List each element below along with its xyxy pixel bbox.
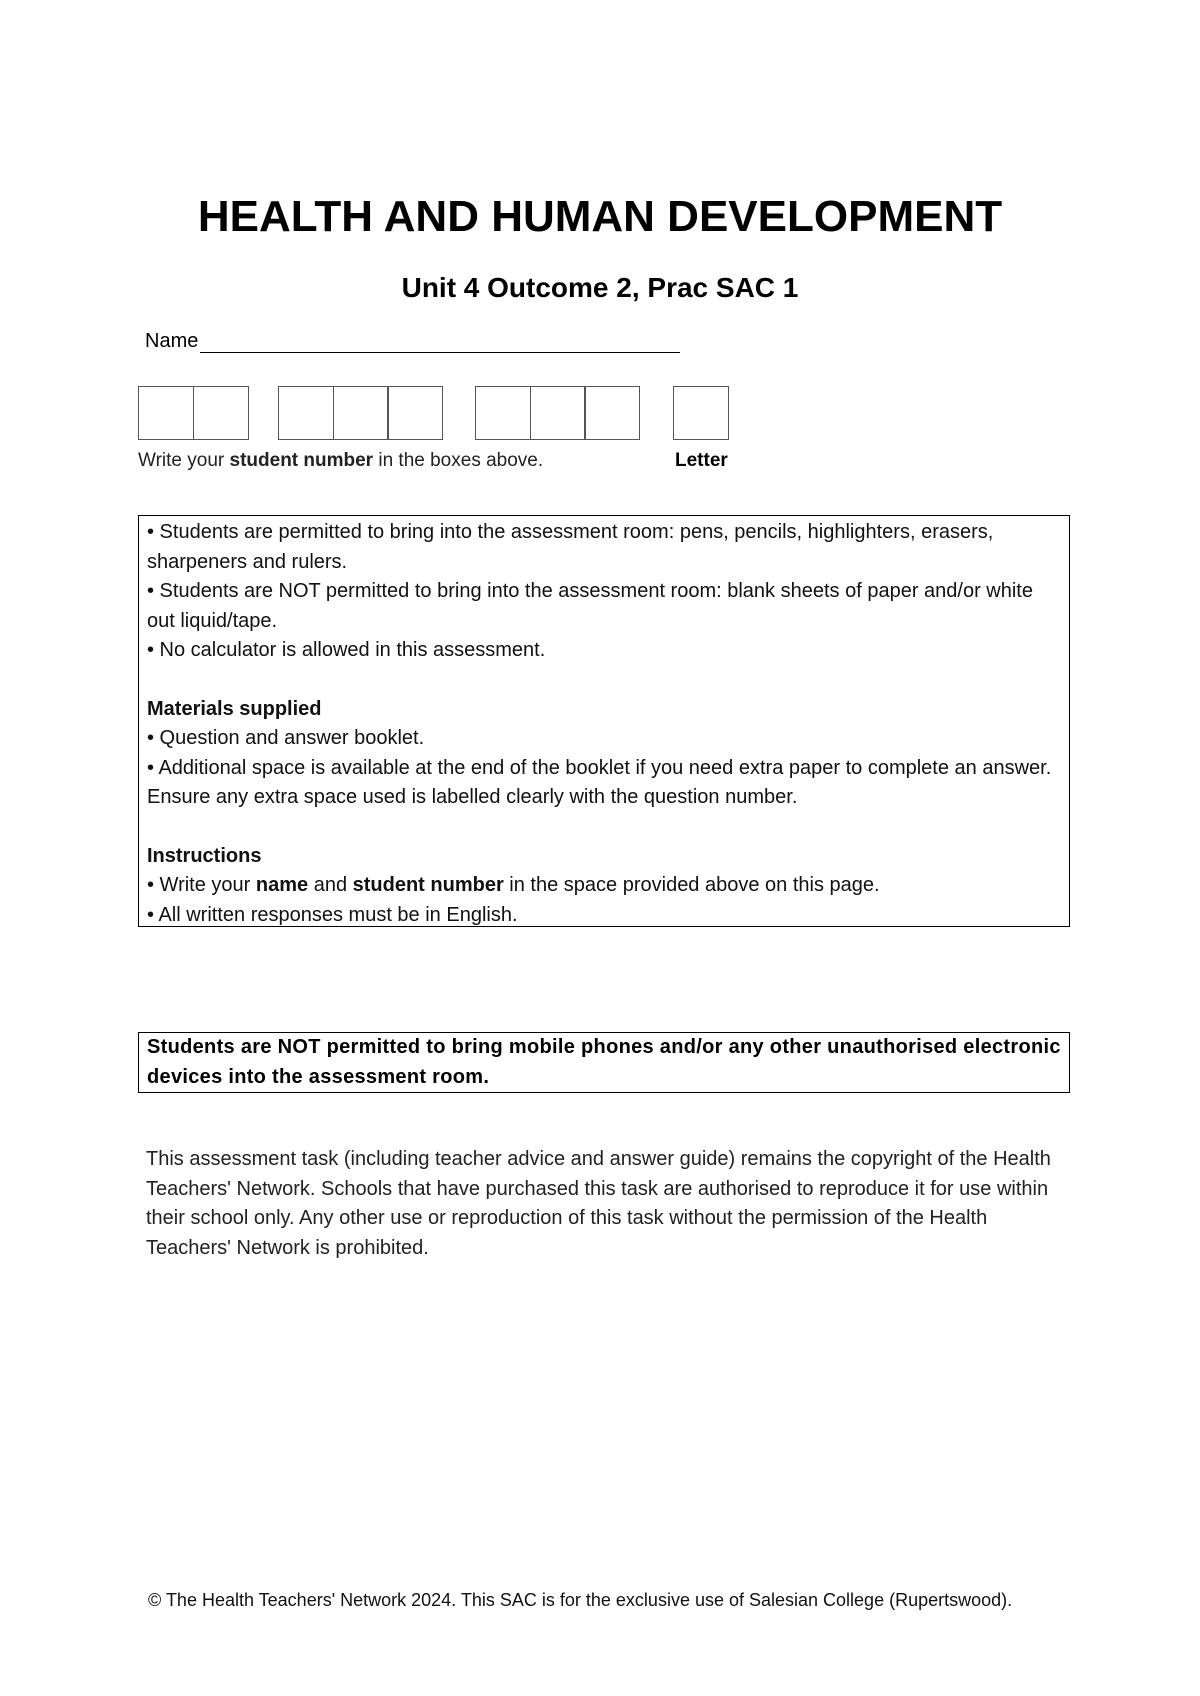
rule-item: • Students are NOT permitted to bring into the assessment room: blank sheets of paper and/or white out liquid/tape. <box>147 580 1033 632</box>
caption-bold: student number <box>229 450 374 471</box>
student-number-group-1 <box>138 386 247 440</box>
instr-bold: name <box>255 874 309 896</box>
student-number-box[interactable] <box>138 386 194 440</box>
instr-bold: student number <box>352 874 504 896</box>
letter-box[interactable] <box>673 386 729 440</box>
name-field <box>145 330 680 353</box>
student-number-box[interactable] <box>333 386 389 440</box>
student-number-box[interactable] <box>475 386 531 440</box>
copyright-paragraph: This assessment task (including teacher advice and answer guide) remains the copyright of the Health Teachers' Network. Schools that have purchased this task are authorised to reproduce it for use within their school only. Any other use or reproduction of this task without the permission of the Health Teachers' Network is prohibited. <box>146 1148 1051 1259</box>
instructions-heading: Instructions <box>147 844 262 867</box>
instructions-item <box>147 871 1061 901</box>
student-number-box[interactable] <box>278 386 334 440</box>
letter-caption: Letter <box>675 450 728 471</box>
mobile-phone-warning: Students are NOT permitted to bring mobile phones and/or any other unauthorised electronic devices into the assessment room. <box>138 1032 1070 1093</box>
student-number-group-3 <box>475 386 639 440</box>
caption-suffix: in the boxes above. <box>373 450 544 471</box>
instructions-item: • All written responses must be in English. <box>147 903 518 926</box>
instr-text: in the space provided above on this page. <box>503 874 880 896</box>
page-subtitle: Unit 4 Outcome 2, Prac SAC 1 <box>401 272 799 303</box>
name-input-line[interactable] <box>200 330 680 353</box>
materials-item: • Additional space is available at the end of the booklet if you need extra paper to complete an answer. Ensure any extra space used is labelled clearly with the question number. <box>147 756 1052 808</box>
student-number-box[interactable] <box>387 386 443 440</box>
instr-text: • Write your <box>147 874 256 896</box>
instr-text: and <box>308 874 353 896</box>
page-title: HEALTH AND HUMAN DEVELOPMENT <box>197 192 1003 241</box>
student-number-group-2 <box>278 386 442 440</box>
materials-heading: Materials supplied <box>147 697 322 720</box>
rule-item: • Students are permitted to bring into the assessment room: pens, pencils, highlighters, erasers, sharpeners and rulers. <box>147 521 994 573</box>
student-number-box[interactable] <box>530 386 586 440</box>
student-number-box[interactable] <box>193 386 249 440</box>
rule-item: • No calculator is allowed in this assessment. <box>147 639 546 661</box>
footer-copyright: © The Health Teachers' Network 2024. This SAC is for the exclusive use of Salesian College (Rupertswood). <box>148 1590 1013 1610</box>
rules-box <box>138 515 1070 927</box>
caption-prefix: Write your <box>138 450 230 471</box>
materials-item: • Question and answer booklet. <box>147 727 425 749</box>
student-number-box[interactable] <box>584 386 640 440</box>
name-label: Name <box>145 330 199 352</box>
letter-group <box>673 386 728 440</box>
student-number-caption <box>138 450 543 472</box>
